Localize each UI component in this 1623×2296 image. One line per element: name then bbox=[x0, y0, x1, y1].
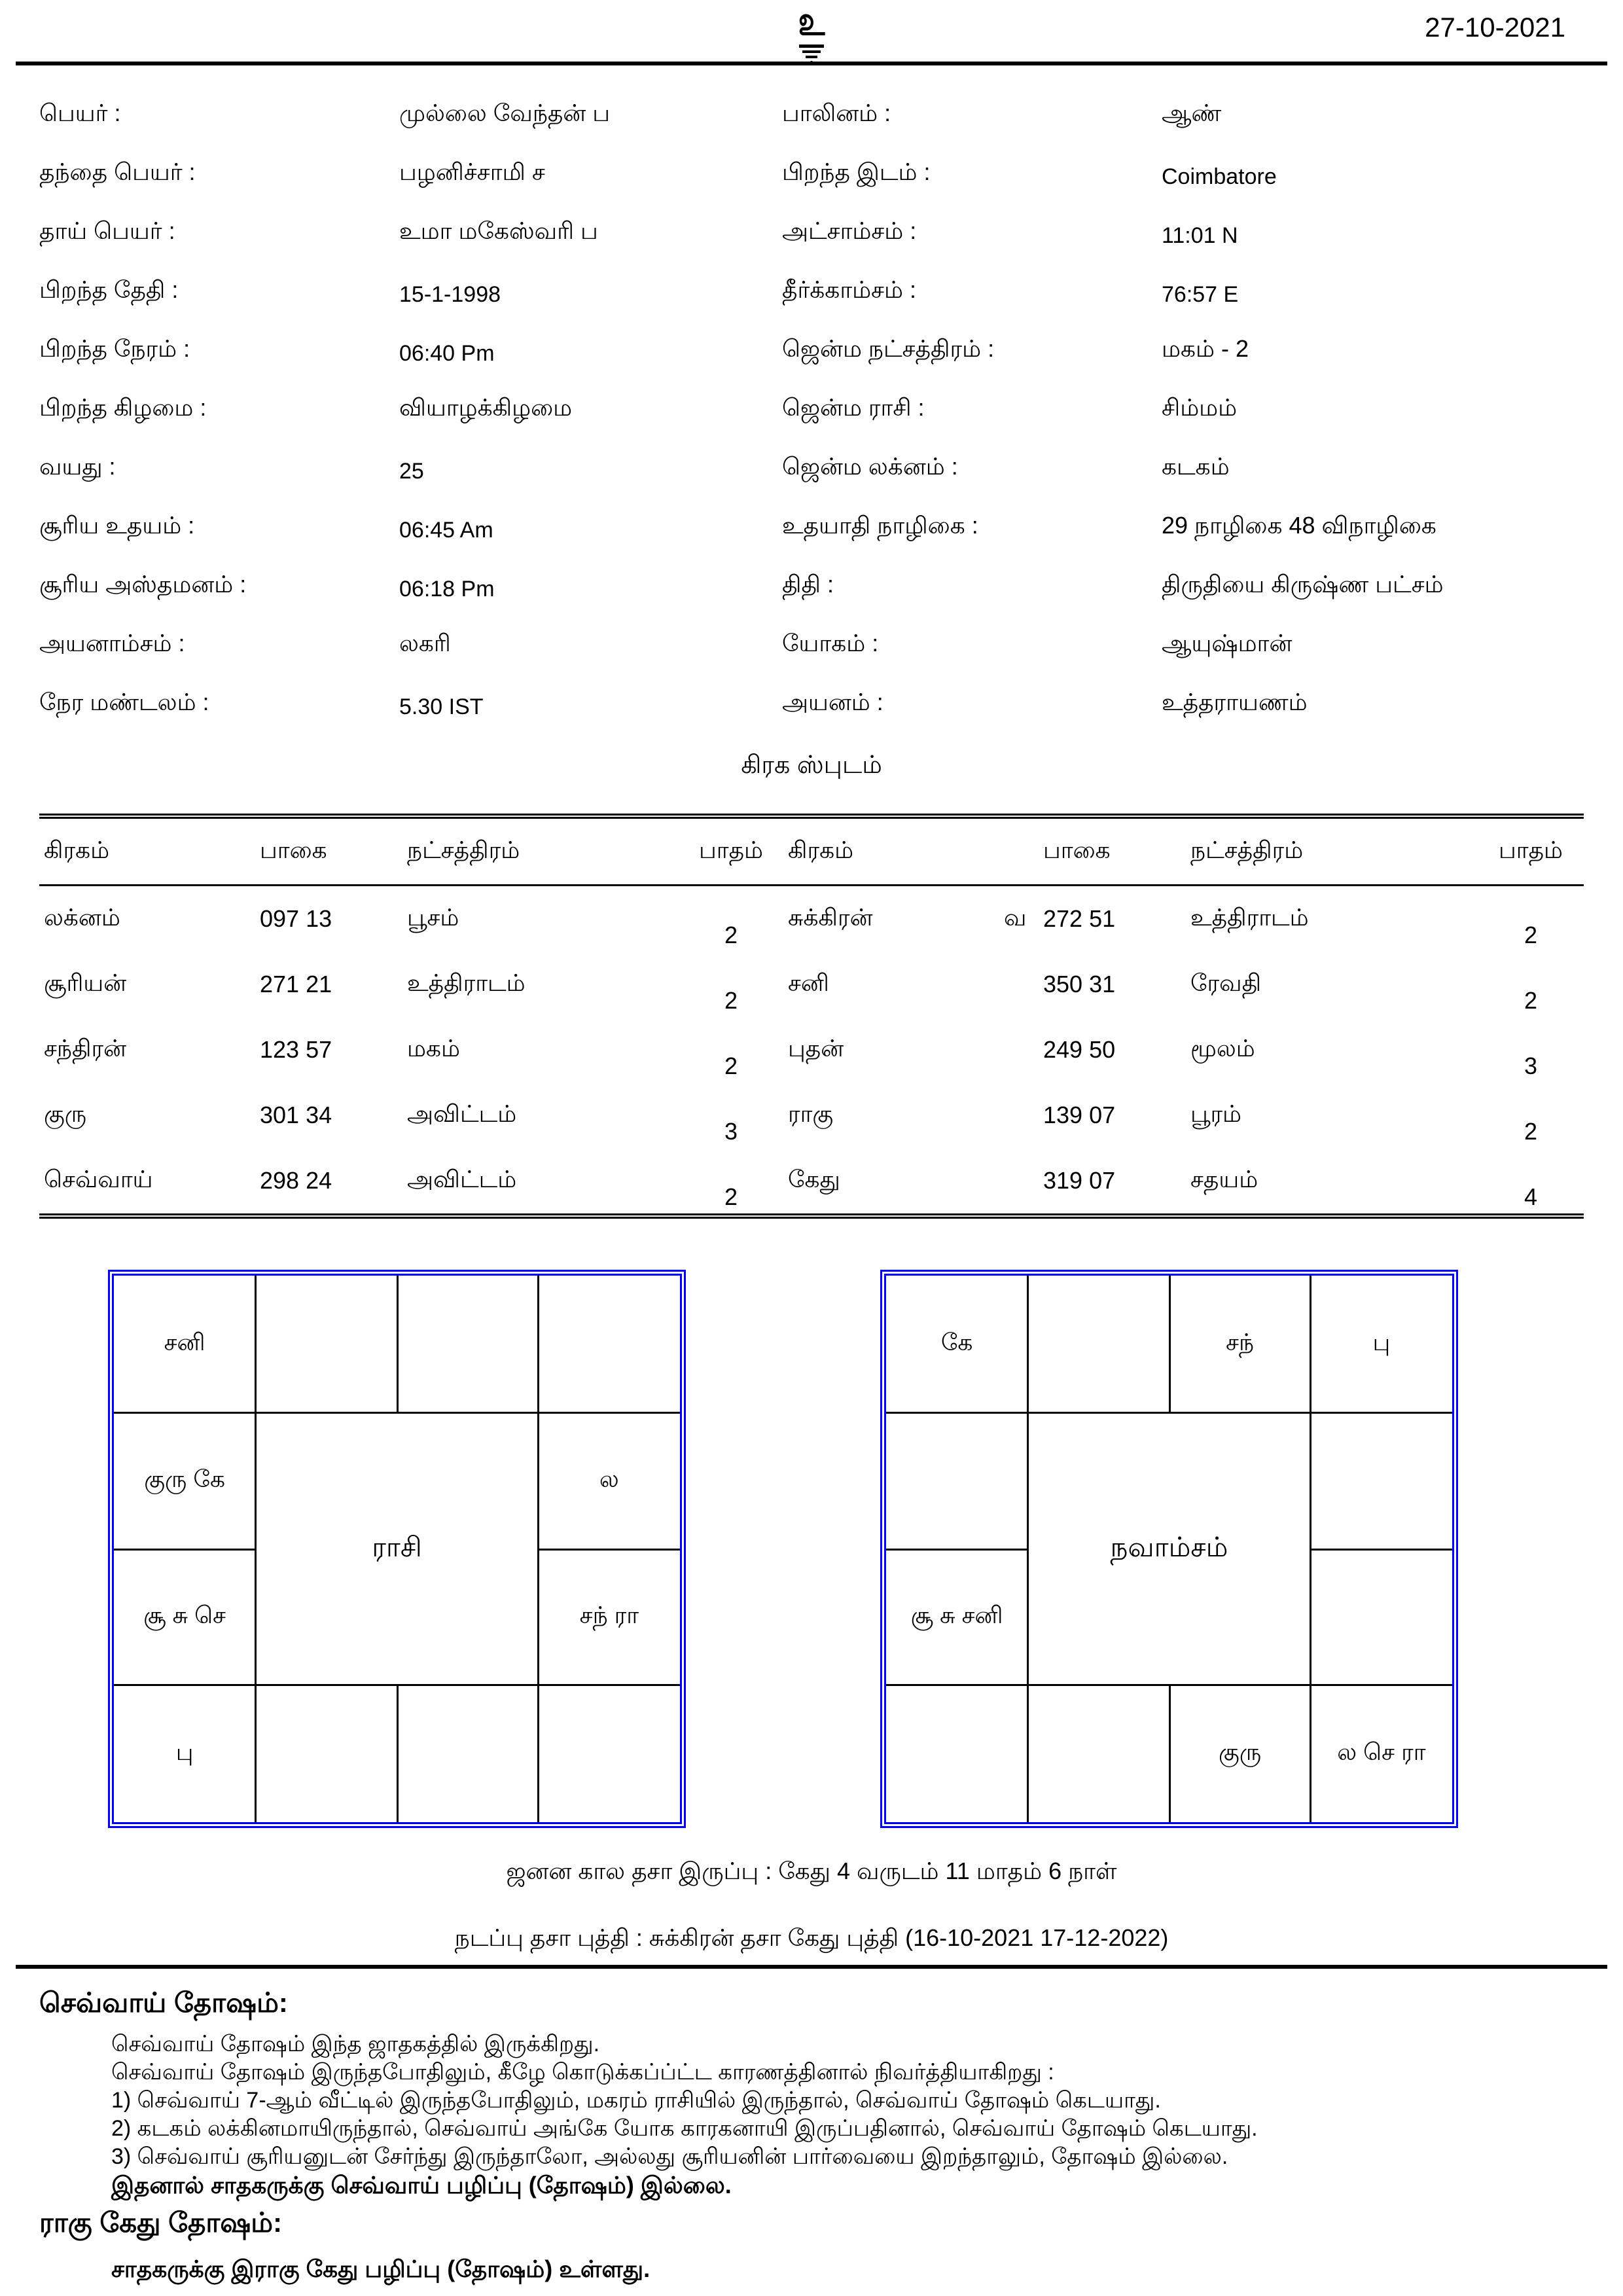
chevvai-dosham-text bbox=[111, 2030, 1258, 2199]
detail-row bbox=[39, 452, 779, 511]
planet-nakshatra: பூரம் bbox=[1190, 1100, 1242, 1127]
planet-nakshatra: மகம் bbox=[407, 1034, 460, 1062]
planet-name: சனி bbox=[788, 969, 829, 996]
planet-padam: 4 bbox=[1524, 1183, 1538, 1210]
detail-value: கடகம் bbox=[1162, 453, 1230, 480]
planet-name: புதன் bbox=[788, 1034, 844, 1062]
planet-name: சுக்கிரன் bbox=[788, 903, 873, 931]
detail-value: 25 bbox=[399, 459, 424, 484]
pillaiyar-suzhi-icon bbox=[0, 1, 1623, 65]
col-header-padam: பாதம் bbox=[1498, 836, 1563, 863]
report-date: 27-10-2021 bbox=[1425, 12, 1565, 43]
planet-degree: 298 24 bbox=[260, 1167, 332, 1194]
detail-row bbox=[782, 334, 1584, 393]
planet-degree: 272 51 bbox=[1043, 905, 1116, 932]
navamsam-house: பு bbox=[1372, 1328, 1391, 1355]
detail-value: 06:40 Pm bbox=[399, 341, 495, 366]
planet-padam: 2 bbox=[1524, 987, 1538, 1014]
rasi-house bbox=[255, 1276, 397, 1412]
planet-table-row bbox=[39, 1083, 1584, 1148]
col-header-degree: பாகை bbox=[260, 836, 327, 863]
rasi-chart-title: ராசி bbox=[372, 1531, 422, 1562]
detail-row bbox=[39, 687, 779, 746]
rasi-chart bbox=[108, 1270, 686, 1828]
dosham-line: செவ்வாய் தோஷம் இருந்தபோதிலும், கீழே கொடுக்கப்ப்ட்ட காரணத்தினால் நிவர்த்தியாகிறது : bbox=[111, 2060, 1054, 2085]
planet-padam: 3 bbox=[1524, 1052, 1538, 1079]
rasi-house: சனி bbox=[164, 1328, 205, 1355]
planet-degree: 139 07 bbox=[1043, 1102, 1116, 1128]
chevvai-dosham-heading: செவ்வாய் தோஷம்: bbox=[39, 1987, 288, 2018]
navamsam-house bbox=[886, 1412, 1027, 1549]
detail-value: திருதியை கிருஷ்ண பட்சம் bbox=[1162, 571, 1444, 598]
planet-degree: 097 13 bbox=[260, 905, 332, 932]
planet-table bbox=[39, 814, 1584, 1219]
planet-name: குரு bbox=[44, 1100, 87, 1127]
detail-value: வியாழக்கிழமை bbox=[399, 394, 573, 421]
detail-row bbox=[39, 216, 779, 275]
detail-value: ஆயுஷ்மான் bbox=[1162, 630, 1293, 656]
details-right-column bbox=[782, 98, 1584, 746]
planet-padam: 2 bbox=[1524, 1118, 1538, 1145]
planet-degree: 249 50 bbox=[1043, 1036, 1116, 1063]
details-left-column bbox=[39, 98, 779, 746]
detail-row bbox=[39, 393, 779, 452]
detail-value: சிம்மம் bbox=[1162, 394, 1238, 421]
rasi-house bbox=[397, 1276, 539, 1412]
detail-row bbox=[782, 216, 1584, 275]
detail-label: ஜென்ம நட்சத்திரம் : bbox=[782, 335, 995, 362]
planet-table-row bbox=[39, 1148, 1584, 1213]
detail-row bbox=[782, 452, 1584, 511]
detail-label: சூரிய உதயம் : bbox=[39, 512, 195, 539]
detail-label: பாலினம் : bbox=[782, 99, 891, 126]
detail-value: உத்தராயணம் bbox=[1162, 689, 1308, 715]
detail-value: 15-1-1998 bbox=[399, 282, 501, 307]
navamsam-house: கே bbox=[940, 1328, 973, 1355]
personal-details bbox=[39, 98, 1584, 746]
detail-row bbox=[39, 275, 779, 334]
planet-padam: 2 bbox=[724, 987, 738, 1014]
detail-value: 5.30 IST bbox=[399, 694, 484, 719]
planet-padam: 2 bbox=[724, 1183, 738, 1210]
planet-table-title: கிரக ஸ்புடம் bbox=[741, 751, 882, 779]
section-divider bbox=[16, 1965, 1607, 1969]
detail-label: திதி : bbox=[782, 571, 834, 598]
dosham-line: 1) செவ்வாய் 7-ஆம் வீட்டில் இருந்தபோதிலும், மகரம் ராசியில் இருந்தால், செவ்வாய் தோஷம் கெடயாது. bbox=[111, 2088, 1161, 2113]
col-header-planet: கிரகம் bbox=[788, 836, 854, 863]
col-header-nakshatra: நட்சத்திரம் bbox=[1190, 836, 1304, 863]
detail-value: 06:18 Pm bbox=[399, 577, 495, 601]
detail-value: 29 நாழிகை 48 விநாழிகை bbox=[1162, 512, 1436, 539]
detail-label: உதயாதி நாழிகை : bbox=[782, 512, 978, 539]
col-header-nakshatra: நட்சத்திரம் bbox=[407, 836, 520, 863]
rasi-house: பு bbox=[175, 1738, 194, 1766]
detail-label: தீர்க்காம்சம் : bbox=[782, 276, 916, 303]
detail-value: 06:45 Am bbox=[399, 518, 493, 543]
detail-label: ஜென்ம ராசி : bbox=[782, 394, 925, 421]
navamsam-house: சந் bbox=[1226, 1328, 1255, 1355]
detail-value: 76:57 E bbox=[1162, 282, 1239, 307]
detail-label: வயது : bbox=[39, 453, 116, 480]
detail-row bbox=[782, 98, 1584, 157]
planet-name: ராகு bbox=[788, 1100, 834, 1127]
navamsam-house bbox=[1027, 1276, 1169, 1412]
detail-label: பிறந்த நேரம் : bbox=[39, 335, 190, 362]
retrograde-marker: வ bbox=[1004, 903, 1027, 931]
pillaiyar-suzhi-glyph: உ bbox=[798, 0, 825, 44]
detail-label: நேர மண்டலம் : bbox=[39, 689, 209, 715]
planet-nakshatra: உத்திராடம் bbox=[1190, 903, 1309, 931]
detail-value: பழனிச்சாமி ச bbox=[399, 158, 545, 185]
planet-padam: 2 bbox=[724, 1052, 738, 1079]
planet-degree: 301 34 bbox=[260, 1102, 332, 1128]
planet-name: லக்னம் bbox=[44, 903, 120, 931]
planet-name: செவ்வாய் bbox=[44, 1165, 153, 1193]
planet-degree: 271 21 bbox=[260, 971, 332, 997]
detail-label: யோகம் : bbox=[782, 630, 879, 656]
planet-degree: 319 07 bbox=[1043, 1167, 1116, 1194]
navamsam-house bbox=[1311, 1549, 1452, 1686]
planet-nakshatra: அவிட்டம் bbox=[407, 1100, 517, 1127]
planet-degree: 123 57 bbox=[260, 1036, 332, 1063]
detail-value: மகம் - 2 bbox=[1162, 335, 1249, 362]
rasi-house: சூ சு செ bbox=[143, 1602, 226, 1629]
dosham-line: 2) கடகம் லக்கினமாயிருந்தால், செவ்வாய் அங்கே யோக காரகனாயி இருப்பதினால், செவ்வாய் தோஷம் கெடயாது. bbox=[111, 2116, 1258, 2141]
detail-label: சூரிய அஸ்தமனம் : bbox=[39, 571, 247, 598]
detail-row bbox=[782, 687, 1584, 746]
rasi-house bbox=[539, 1276, 680, 1412]
detail-label: ஜென்ம லக்னம் : bbox=[782, 453, 958, 480]
planet-table-header bbox=[39, 819, 1584, 886]
detail-label: அயனாம்சம் : bbox=[39, 630, 185, 656]
detail-row bbox=[782, 569, 1584, 628]
detail-value: லகரி bbox=[399, 630, 451, 656]
detail-label: பிறந்த தேதி : bbox=[39, 276, 179, 303]
dosham-line: 3) செவ்வாய் சூரியனுடன் சேர்ந்து இருந்தாலோ, அல்லது சூரியனின் பார்வையை இறந்தாலும், தோஷம் இல்லை. bbox=[111, 2144, 1228, 2169]
col-header-planet: கிரகம் bbox=[44, 836, 110, 863]
detail-row bbox=[39, 628, 779, 687]
planet-table-row bbox=[39, 886, 1584, 952]
detail-row bbox=[782, 511, 1584, 569]
planet-name: சூரியன் bbox=[44, 969, 127, 996]
detail-row bbox=[782, 628, 1584, 687]
detail-label: பிறந்த கிழமை : bbox=[39, 394, 207, 421]
planet-padam: 3 bbox=[724, 1118, 738, 1145]
detail-row bbox=[39, 157, 779, 216]
planet-table-row bbox=[39, 952, 1584, 1017]
navamsam-house: சூ சு சனி bbox=[910, 1602, 1003, 1629]
navamsam-chart-title: நவாம்சம் bbox=[1110, 1531, 1228, 1562]
detail-row bbox=[39, 334, 779, 393]
planet-nakshatra: சதயம் bbox=[1190, 1165, 1258, 1193]
detail-value: முல்லை வேந்தன் ப bbox=[399, 99, 611, 126]
header-divider bbox=[16, 62, 1607, 65]
detail-label: தாய் பெயர் : bbox=[39, 217, 175, 244]
rahu-ketu-dosham-heading: ராகு கேது தோஷம்: bbox=[39, 2207, 283, 2238]
navamsam-chart bbox=[880, 1270, 1458, 1828]
dosham-line: செவ்வாய் தோஷம் இந்த ஜாதகத்தில் இருக்கிறது. bbox=[111, 2032, 600, 2056]
current-dasa-bhukti: நடப்பு தசா புத்தி : சுக்கிரன் தசா கேது புத்தி (16-10-2021 17-12-2022) bbox=[454, 1924, 1169, 1951]
detail-value: ஆண் bbox=[1162, 99, 1222, 126]
planet-nakshatra: உத்திராடம் bbox=[407, 969, 526, 996]
detail-row bbox=[39, 511, 779, 569]
detail-row bbox=[782, 275, 1584, 334]
rasi-house bbox=[255, 1685, 397, 1822]
navamsam-house bbox=[1311, 1412, 1452, 1549]
rasi-house: குரு கே bbox=[144, 1465, 225, 1492]
planet-nakshatra: மூலம் bbox=[1190, 1034, 1255, 1062]
navamsam-house bbox=[886, 1685, 1027, 1822]
detail-label: அட்சாம்சம் : bbox=[782, 217, 917, 244]
planet-name: கேது bbox=[788, 1165, 840, 1193]
planet-nakshatra: அவிட்டம் bbox=[407, 1165, 517, 1193]
detail-value: 11:01 N bbox=[1162, 223, 1238, 248]
detail-row bbox=[39, 569, 779, 628]
planet-degree: 350 31 bbox=[1043, 971, 1116, 997]
planet-padam: 2 bbox=[724, 922, 738, 948]
navamsam-house: குரு bbox=[1219, 1738, 1262, 1766]
planet-name: சந்திரன் bbox=[44, 1034, 127, 1062]
detail-value: உமா மகேஸ்வரி ப bbox=[399, 217, 598, 244]
col-header-degree: பாகை bbox=[1043, 836, 1111, 863]
rasi-house bbox=[397, 1685, 539, 1822]
navamsam-house: ல செ ரா bbox=[1337, 1738, 1426, 1766]
rasi-house bbox=[539, 1685, 680, 1822]
planet-nakshatra: பூசம் bbox=[407, 903, 459, 931]
planet-table-row bbox=[39, 1017, 1584, 1083]
birth-dasa-balance: ஜனன கால தசா இருப்பு : கேது 4 வருடம் 11 மாதம் 6 நாள் bbox=[506, 1857, 1117, 1884]
col-header-padam: பாதம் bbox=[698, 836, 763, 863]
detail-label: பிறந்த இடம் : bbox=[782, 158, 931, 185]
rahu-ketu-dosham-conclusion: சாதகருக்கு இராகு கேது பழிப்பு (தோஷம்) உள்ளது. bbox=[111, 2255, 651, 2282]
rasi-house: சந் ரா bbox=[579, 1602, 639, 1629]
detail-label: தந்தை பெயர் : bbox=[39, 158, 196, 185]
detail-label: பெயர் : bbox=[39, 99, 121, 126]
planet-padam: 2 bbox=[1524, 922, 1538, 948]
detail-row bbox=[782, 393, 1584, 452]
rasi-house: ல bbox=[599, 1465, 619, 1492]
detail-row bbox=[39, 98, 779, 157]
detail-value: Coimbatore bbox=[1162, 164, 1277, 189]
detail-row bbox=[782, 157, 1584, 216]
navamsam-house bbox=[1027, 1685, 1169, 1822]
planet-nakshatra: ரேவதி bbox=[1190, 969, 1262, 996]
chevvai-dosham-conclusion: இதனால் சாதகருக்கு செவ்வாய் பழிப்பு (தோஷம்) இல்லை. bbox=[111, 2172, 732, 2198]
detail-label: அயனம் : bbox=[782, 689, 883, 715]
